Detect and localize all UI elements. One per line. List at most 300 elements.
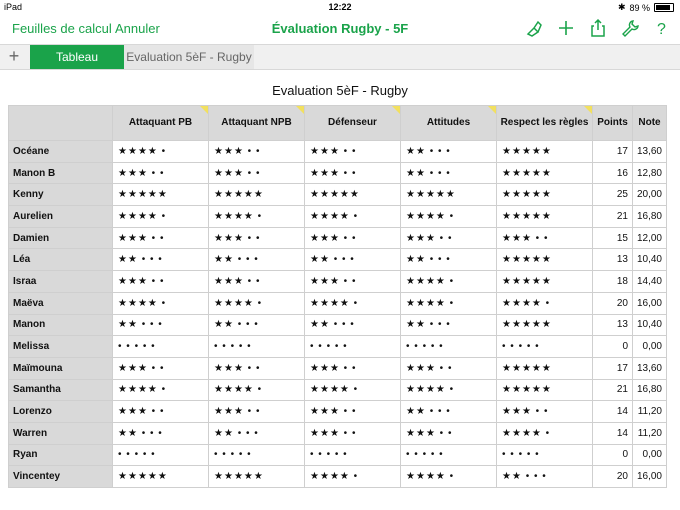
star-filled-icon: ★	[415, 232, 426, 244]
student-name[interactable]: Lorenzo	[9, 401, 113, 423]
star-empty-icon: •	[447, 362, 453, 374]
star-filled-icon: ★	[531, 275, 542, 287]
star-filled-icon: ★	[310, 145, 320, 157]
star-empty-icon: •	[230, 341, 239, 353]
column-header[interactable]: Points	[593, 106, 633, 141]
rating-cell[interactable]	[401, 184, 497, 206]
star-filled-icon: ★	[531, 210, 542, 222]
rating-cell[interactable]	[209, 227, 305, 249]
star-filled-icon: ★	[502, 210, 512, 222]
wrench-icon[interactable]	[620, 18, 640, 38]
star-filled-icon: ★	[223, 362, 234, 374]
star-empty-icon: •	[339, 406, 352, 418]
column-header[interactable]: Attaquant NPB	[209, 106, 305, 141]
star-filled-icon: ★	[127, 167, 138, 179]
star-empty-icon: •	[222, 449, 231, 461]
star-empty-icon: •	[253, 384, 263, 396]
star-empty-icon: •	[243, 275, 256, 287]
add-sheet-button[interactable]: +	[8, 46, 20, 66]
points-cell[interactable]: 25	[593, 184, 633, 206]
points-cell[interactable]: 21	[593, 206, 633, 228]
points-cell[interactable]: 17	[593, 141, 633, 163]
star-empty-icon: •	[134, 449, 143, 461]
star-filled-icon: ★	[339, 189, 350, 201]
note-cell[interactable]: 0,00	[633, 444, 667, 466]
star-empty-icon: •	[158, 427, 163, 439]
rating-cell[interactable]	[497, 444, 593, 466]
star-empty-icon: •	[438, 167, 447, 179]
star-filled-icon: ★	[521, 427, 532, 439]
star-filled-icon: ★	[310, 406, 320, 418]
rating-cell[interactable]	[497, 184, 593, 206]
rating-cell[interactable]	[113, 141, 209, 163]
star-filled-icon: ★	[511, 145, 522, 157]
star-filled-icon: ★	[329, 275, 340, 287]
star-filled-icon: ★	[147, 210, 158, 222]
star-empty-icon: •	[439, 449, 444, 461]
star-filled-icon: ★	[329, 384, 340, 396]
points-cell[interactable]: 14	[593, 422, 633, 444]
rating-cell[interactable]	[113, 271, 209, 293]
star-empty-icon: •	[351, 232, 357, 244]
star-filled-icon: ★	[425, 362, 436, 374]
star-empty-icon: •	[351, 275, 357, 287]
star-empty-icon: •	[147, 362, 160, 374]
points-cell[interactable]: 14	[593, 401, 633, 423]
star-filled-icon: ★	[502, 427, 512, 439]
star-empty-icon: •	[233, 319, 246, 331]
note-cell[interactable]: 12,00	[633, 227, 667, 249]
star-filled-icon: ★	[541, 210, 552, 222]
add-icon[interactable]	[556, 18, 576, 38]
star-empty-icon: •	[243, 167, 256, 179]
rating-cell[interactable]	[209, 357, 305, 379]
note-cell[interactable]: 12,80	[633, 162, 667, 184]
star-filled-icon: ★	[127, 384, 138, 396]
star-filled-icon: ★	[223, 145, 234, 157]
note-cell[interactable]: 20,00	[633, 184, 667, 206]
star-filled-icon: ★	[415, 167, 426, 179]
student-name[interactable]: Océane	[9, 141, 113, 163]
star-filled-icon: ★	[339, 471, 350, 483]
rating-cell[interactable]	[497, 379, 593, 401]
star-empty-icon: •	[339, 145, 352, 157]
column-header[interactable]: Attitudes	[401, 106, 497, 141]
star-filled-icon: ★	[118, 167, 128, 179]
student-name[interactable]: Warren	[9, 422, 113, 444]
star-empty-icon: •	[147, 167, 160, 179]
rating-cell[interactable]	[209, 292, 305, 314]
rating-cell[interactable]	[305, 422, 401, 444]
rating-cell[interactable]	[113, 162, 209, 184]
star-empty-icon: •	[233, 427, 246, 439]
star-empty-icon: •	[425, 254, 438, 266]
star-filled-icon: ★	[531, 427, 542, 439]
rating-cell[interactable]	[401, 162, 497, 184]
star-filled-icon: ★	[415, 406, 426, 418]
points-cell[interactable]: 13	[593, 249, 633, 271]
star-empty-icon: •	[159, 232, 165, 244]
rating-cell[interactable]	[209, 401, 305, 423]
star-filled-icon: ★	[339, 210, 350, 222]
star-filled-icon: ★	[147, 297, 158, 309]
note-cell[interactable]: 16,00	[633, 466, 667, 488]
star-filled-icon: ★	[118, 145, 128, 157]
rating-cell[interactable]	[305, 336, 401, 358]
rating-cell[interactable]	[305, 401, 401, 423]
rating-cell[interactable]	[401, 444, 497, 466]
star-filled-icon: ★	[137, 297, 148, 309]
star-empty-icon: •	[329, 254, 342, 266]
star-empty-icon: •	[157, 297, 167, 309]
star-filled-icon: ★	[406, 471, 416, 483]
document-title: Évaluation Rugby - 5F	[271, 21, 409, 36]
points-cell[interactable]: 20	[593, 466, 633, 488]
star-filled-icon: ★	[415, 189, 426, 201]
svg-text:?: ?	[657, 21, 666, 38]
table-row	[9, 184, 667, 206]
rating-cell[interactable]	[113, 336, 209, 358]
rating-cell[interactable]	[209, 422, 305, 444]
star-filled-icon: ★	[118, 232, 128, 244]
spreadsheets-link[interactable]: Feuilles de calcul	[12, 21, 112, 36]
sheet-tab-bar	[0, 44, 680, 70]
student-name[interactable]: Melissa	[9, 336, 113, 358]
star-filled-icon: ★	[329, 406, 340, 418]
rating-cell[interactable]	[401, 357, 497, 379]
star-filled-icon: ★	[310, 471, 320, 483]
star-filled-icon: ★	[329, 427, 340, 439]
table-row	[9, 444, 667, 466]
star-filled-icon: ★	[319, 145, 330, 157]
rating-cell[interactable]	[113, 249, 209, 271]
star-empty-icon: •	[425, 319, 438, 331]
star-filled-icon: ★	[233, 406, 244, 418]
rating-cell[interactable]	[401, 271, 497, 293]
star-filled-icon: ★	[502, 406, 512, 418]
points-cell[interactable]: 20	[593, 292, 633, 314]
rating-cell[interactable]	[113, 184, 209, 206]
rating-cell[interactable]	[305, 292, 401, 314]
rating-cell[interactable]	[401, 141, 497, 163]
star-filled-icon: ★	[233, 471, 244, 483]
rating-cell[interactable]	[113, 357, 209, 379]
student-name[interactable]: Maëva	[9, 292, 113, 314]
rating-cell[interactable]	[113, 444, 209, 466]
rating-cell[interactable]	[209, 379, 305, 401]
points-cell[interactable]: 21	[593, 379, 633, 401]
star-empty-icon: •	[159, 406, 165, 418]
rating-cell[interactable]	[305, 444, 401, 466]
star-filled-icon: ★	[425, 297, 436, 309]
rating-cell[interactable]	[113, 466, 209, 488]
star-filled-icon: ★	[502, 384, 512, 396]
ratings-table	[8, 105, 667, 488]
star-empty-icon: •	[254, 427, 259, 439]
rating-cell[interactable]	[497, 162, 593, 184]
star-empty-icon: •	[334, 341, 344, 353]
star-empty-icon: •	[518, 341, 527, 353]
rating-cell[interactable]	[209, 206, 305, 228]
rating-cell[interactable]	[113, 206, 209, 228]
rating-cell[interactable]	[305, 227, 401, 249]
points-cell[interactable]: 0	[593, 444, 633, 466]
star-filled-icon: ★	[118, 254, 128, 266]
rating-cell[interactable]	[305, 379, 401, 401]
rating-cell[interactable]	[209, 314, 305, 336]
star-empty-icon: •	[535, 449, 540, 461]
star-filled-icon: ★	[310, 427, 320, 439]
points-cell[interactable]: 15	[593, 227, 633, 249]
star-filled-icon: ★	[541, 254, 552, 266]
rating-cell[interactable]	[113, 379, 209, 401]
note-cell[interactable]: 10,40	[633, 249, 667, 271]
star-filled-icon: ★	[137, 275, 148, 287]
corner-cell[interactable]	[9, 106, 113, 141]
table-row	[9, 422, 667, 444]
rating-cell[interactable]	[401, 292, 497, 314]
star-filled-icon: ★	[329, 167, 340, 179]
rating-cell[interactable]	[305, 162, 401, 184]
star-empty-icon: •	[445, 275, 455, 287]
rating-cell[interactable]	[113, 401, 209, 423]
rating-cell[interactable]	[209, 336, 305, 358]
star-empty-icon: •	[531, 232, 544, 244]
star-filled-icon: ★	[541, 275, 552, 287]
star-empty-icon: •	[502, 449, 511, 461]
star-filled-icon: ★	[223, 297, 234, 309]
student-name[interactable]: Damien	[9, 227, 113, 249]
rating-cell[interactable]	[497, 271, 593, 293]
student-name[interactable]: Ryan	[9, 444, 113, 466]
rating-cell[interactable]	[497, 314, 593, 336]
rating-cell[interactable]	[113, 292, 209, 314]
rating-cell[interactable]	[401, 466, 497, 488]
rating-cell[interactable]	[401, 206, 497, 228]
star-filled-icon: ★	[511, 297, 522, 309]
student-name[interactable]: Manon	[9, 314, 113, 336]
star-filled-icon: ★	[406, 167, 416, 179]
undo-button[interactable]: Annuler	[115, 21, 160, 36]
star-filled-icon: ★	[425, 232, 436, 244]
rating-cell[interactable]	[209, 141, 305, 163]
star-filled-icon: ★	[415, 210, 426, 222]
star-empty-icon: •	[310, 341, 319, 353]
rating-cell[interactable]	[113, 314, 209, 336]
star-filled-icon: ★	[243, 471, 254, 483]
rating-cell[interactable]	[209, 162, 305, 184]
rating-cell[interactable]	[209, 466, 305, 488]
rating-cell[interactable]	[209, 271, 305, 293]
student-name[interactable]: Israa	[9, 271, 113, 293]
rating-cell[interactable]	[305, 357, 401, 379]
note-cell[interactable]: 14,40	[633, 271, 667, 293]
rating-cell[interactable]	[497, 249, 593, 271]
rating-cell[interactable]	[113, 227, 209, 249]
star-filled-icon: ★	[435, 189, 446, 201]
star-filled-icon: ★	[435, 297, 446, 309]
star-filled-icon: ★	[310, 384, 320, 396]
rating-cell[interactable]	[305, 206, 401, 228]
rating-cell[interactable]	[305, 249, 401, 271]
star-filled-icon: ★	[137, 406, 148, 418]
rating-cell[interactable]	[209, 444, 305, 466]
star-filled-icon: ★	[425, 275, 436, 287]
rating-cell[interactable]	[305, 184, 401, 206]
rating-cell[interactable]	[113, 422, 209, 444]
column-header[interactable]: Note	[633, 106, 667, 141]
note-cell[interactable]: 10,40	[633, 314, 667, 336]
star-filled-icon: ★	[531, 254, 542, 266]
tab-tableau[interactable]: Tableau	[30, 45, 124, 69]
column-header[interactable]: Attaquant PB	[113, 106, 209, 141]
rating-cell[interactable]	[305, 314, 401, 336]
star-filled-icon: ★	[521, 210, 532, 222]
star-empty-icon: •	[243, 232, 256, 244]
star-filled-icon: ★	[127, 232, 138, 244]
table-row	[9, 249, 667, 271]
star-filled-icon: ★	[127, 210, 138, 222]
status-right	[618, 2, 674, 13]
star-filled-icon: ★	[310, 254, 320, 266]
star-empty-icon: •	[157, 210, 167, 222]
star-filled-icon: ★	[223, 232, 234, 244]
star-empty-icon: •	[502, 341, 511, 353]
star-empty-icon: •	[422, 341, 431, 353]
star-empty-icon: •	[243, 406, 256, 418]
points-cell[interactable]: 17	[593, 357, 633, 379]
note-cell[interactable]: 11,20	[633, 401, 667, 423]
rating-cell[interactable]	[401, 379, 497, 401]
rating-cell[interactable]	[497, 336, 593, 358]
device-label: iPad	[4, 2, 23, 12]
star-filled-icon: ★	[137, 189, 148, 201]
star-empty-icon: •	[447, 427, 453, 439]
sheet-title: Evaluation 5èF - Rugby	[272, 83, 408, 98]
star-filled-icon: ★	[118, 406, 128, 418]
student-name[interactable]: Kenny	[9, 184, 113, 206]
rating-cell[interactable]	[401, 227, 497, 249]
student-name[interactable]: Aurelien	[9, 206, 113, 228]
star-filled-icon: ★	[415, 427, 426, 439]
star-empty-icon: •	[510, 341, 519, 353]
star-filled-icon: ★	[233, 275, 244, 287]
star-empty-icon: •	[349, 210, 359, 222]
star-filled-icon: ★	[502, 254, 512, 266]
star-empty-icon: •	[445, 297, 455, 309]
rating-cell[interactable]	[497, 422, 593, 444]
rating-cell[interactable]	[497, 206, 593, 228]
column-header[interactable]: Défenseur	[305, 106, 401, 141]
student-name[interactable]: Manon B	[9, 162, 113, 184]
note-cell[interactable]: 16,80	[633, 206, 667, 228]
star-filled-icon: ★	[157, 471, 168, 483]
star-filled-icon: ★	[319, 406, 330, 418]
brush-icon[interactable]	[524, 18, 544, 38]
rating-cell[interactable]	[497, 466, 593, 488]
note-cell[interactable]: 16,80	[633, 379, 667, 401]
note-cell[interactable]: 13,60	[633, 357, 667, 379]
star-filled-icon: ★	[243, 210, 254, 222]
star-filled-icon: ★	[541, 362, 552, 374]
star-empty-icon: •	[445, 384, 455, 396]
rating-cell[interactable]	[497, 357, 593, 379]
star-empty-icon: •	[339, 362, 352, 374]
star-filled-icon: ★	[406, 406, 416, 418]
rating-cell[interactable]	[497, 401, 593, 423]
star-filled-icon: ★	[521, 145, 532, 157]
star-filled-icon: ★	[511, 275, 522, 287]
star-empty-icon: •	[243, 145, 256, 157]
rating-cell[interactable]	[401, 422, 497, 444]
star-filled-icon: ★	[118, 189, 128, 201]
help-icon[interactable]	[652, 18, 672, 38]
student-name[interactable]: Vincentey	[9, 466, 113, 488]
rating-cell[interactable]	[209, 184, 305, 206]
student-name[interactable]: Samantha	[9, 379, 113, 401]
star-empty-icon: •	[137, 254, 150, 266]
points-cell[interactable]: 16	[593, 162, 633, 184]
star-filled-icon: ★	[406, 427, 416, 439]
star-empty-icon: •	[339, 427, 352, 439]
star-empty-icon: •	[430, 449, 440, 461]
rating-cell[interactable]	[497, 141, 593, 163]
star-empty-icon: •	[414, 341, 423, 353]
student-name[interactable]: Léa	[9, 249, 113, 271]
rating-cell[interactable]	[401, 314, 497, 336]
star-empty-icon: •	[326, 449, 335, 461]
points-cell[interactable]: 0	[593, 336, 633, 358]
rating-cell[interactable]	[305, 141, 401, 163]
note-cell[interactable]: 16,00	[633, 292, 667, 314]
note-cell[interactable]: 0,00	[633, 336, 667, 358]
star-filled-icon: ★	[214, 145, 224, 157]
star-empty-icon: •	[435, 362, 448, 374]
star-empty-icon: •	[214, 449, 223, 461]
star-filled-icon: ★	[233, 210, 244, 222]
share-icon[interactable]	[588, 18, 608, 38]
points-cell[interactable]: 18	[593, 271, 633, 293]
points-cell[interactable]: 13	[593, 314, 633, 336]
star-filled-icon: ★	[319, 167, 330, 179]
rating-cell[interactable]	[401, 336, 497, 358]
star-filled-icon: ★	[435, 471, 446, 483]
rating-cell[interactable]	[305, 466, 401, 488]
student-name[interactable]: Maïmouna	[9, 357, 113, 379]
rating-cell[interactable]	[401, 401, 497, 423]
note-cell[interactable]: 13,60	[633, 141, 667, 163]
star-filled-icon: ★	[214, 319, 224, 331]
star-filled-icon: ★	[214, 232, 224, 244]
star-filled-icon: ★	[339, 384, 350, 396]
star-empty-icon: •	[254, 319, 259, 331]
note-cell[interactable]: 11,20	[633, 422, 667, 444]
star-filled-icon: ★	[502, 189, 512, 201]
rating-cell[interactable]	[497, 292, 593, 314]
tab-evaluation[interactable]: Evaluation 5èF - Rugby	[124, 45, 254, 69]
rating-cell[interactable]	[401, 249, 497, 271]
column-header[interactable]: Respect les règles	[497, 106, 593, 141]
star-empty-icon: •	[255, 275, 261, 287]
rating-cell[interactable]	[305, 271, 401, 293]
rating-cell[interactable]	[497, 227, 593, 249]
rating-cell[interactable]	[209, 249, 305, 271]
star-empty-icon: •	[329, 319, 342, 331]
star-filled-icon: ★	[329, 189, 340, 201]
table-row	[9, 141, 667, 163]
star-filled-icon: ★	[127, 189, 138, 201]
star-filled-icon: ★	[511, 232, 522, 244]
